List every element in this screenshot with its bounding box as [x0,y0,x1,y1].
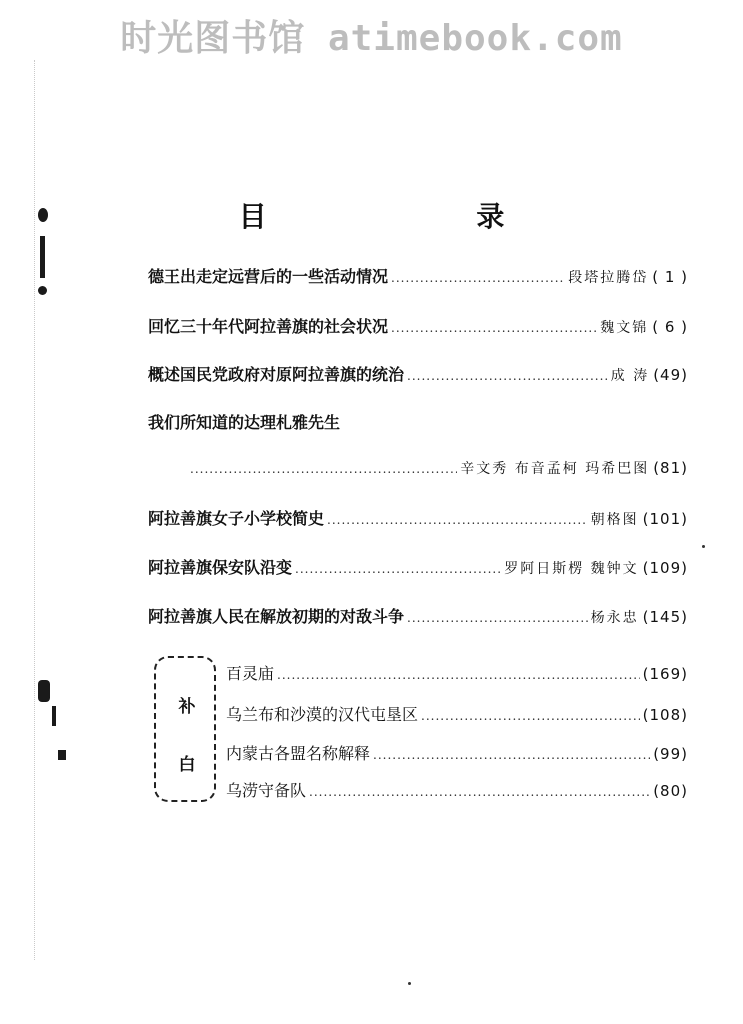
supplement-item[interactable] [226,778,688,804]
page-title: 目 录 [238,200,605,233]
supplement-item-page: (108) [642,706,688,724]
toc-entry-title: 阿拉善旗女子小学校简史 [148,509,325,528]
toc-entry-author: 杨永忠 [590,610,639,626]
toc-entry-page: (101) [642,510,688,528]
stray-mark [408,982,411,985]
toc-entry-author: 魏文锦 [600,320,649,336]
toc-entry[interactable] [148,410,688,438]
leader-dots [373,748,650,762]
leader-dots [391,321,597,335]
toc-entry[interactable] [148,362,688,390]
supplement-item-page: (80) [653,782,688,800]
toc-entry-title: 我们所知道的达理札雅先生 [148,413,341,432]
toc-entry-title: 概述国民党政府对原阿拉善旗的统治 [148,365,405,384]
supplement-item-title: 百灵庙 [226,664,275,683]
toc-entry-page: (109) [642,559,688,577]
toc-entry-page: ( 1 ) [652,268,688,286]
margin-mark [58,750,66,760]
margin-mark [52,706,56,726]
toc-entry-title: 回忆三十年代阿拉善旗的社会状况 [148,317,389,336]
leader-dots [421,709,640,723]
supplement-label-bottom: 白 [178,755,196,775]
toc-entry[interactable] [148,555,688,583]
toc-entry-page: (81) [653,459,688,477]
toc-entry[interactable] [148,314,688,342]
margin-mark [38,680,50,702]
leader-dots [391,271,565,285]
leader-dots [309,785,650,799]
supplement-item[interactable] [226,702,688,728]
toc-entry-page: ( 6 ) [652,318,688,336]
toc-entry-title: 德王出走定远营后的一些活动情况 [148,267,389,286]
toc-entry-author: 辛文秀 布音孟柯 玛希巴图 [460,461,650,477]
leader-dots [277,668,640,682]
watermark: 时光图书馆 atimebook.com [120,18,623,59]
toc-entry[interactable] [148,264,688,292]
supplement-item-page: (99) [653,745,688,763]
margin-mark [40,236,45,278]
supplement-item[interactable] [226,741,688,767]
supplement-label-top: 补 [178,697,196,717]
toc-entry-author: 朝格图 [590,512,639,528]
leader-dots [407,611,588,625]
supplement-item-title: 乌兰布和沙漠的汉代屯垦区 [226,705,419,724]
leader-dots [407,369,608,383]
supplement-bracket [154,656,216,802]
toc-entry[interactable] [148,604,688,632]
toc-entry-page: (49) [653,366,688,384]
toc-entry-continuation[interactable] [190,458,688,486]
supplement-item-title: 内蒙古各盟名称解释 [226,744,371,763]
leader-dots [327,513,588,527]
toc-entry-author: 成 涛 [610,368,650,384]
toc-entry[interactable] [148,506,688,534]
supplement-item-title: 乌涝守备队 [226,781,307,800]
toc-entry-author: 段塔拉腾岱 [568,270,649,286]
leader-dots [190,462,457,476]
toc-entry-title: 阿拉善旗保安队沿变 [148,558,293,577]
toc-entry-page: (145) [642,608,688,626]
supplement-item-page: (169) [642,665,688,683]
toc-entry-title: 阿拉善旗人民在解放初期的对敌斗争 [148,607,405,626]
margin-mark [38,286,47,295]
supplement-item[interactable] [226,661,688,687]
stray-mark [702,545,705,548]
toc-entry-author: 罗阿日斯楞 魏钟文 [504,561,639,577]
leader-dots [295,562,501,576]
